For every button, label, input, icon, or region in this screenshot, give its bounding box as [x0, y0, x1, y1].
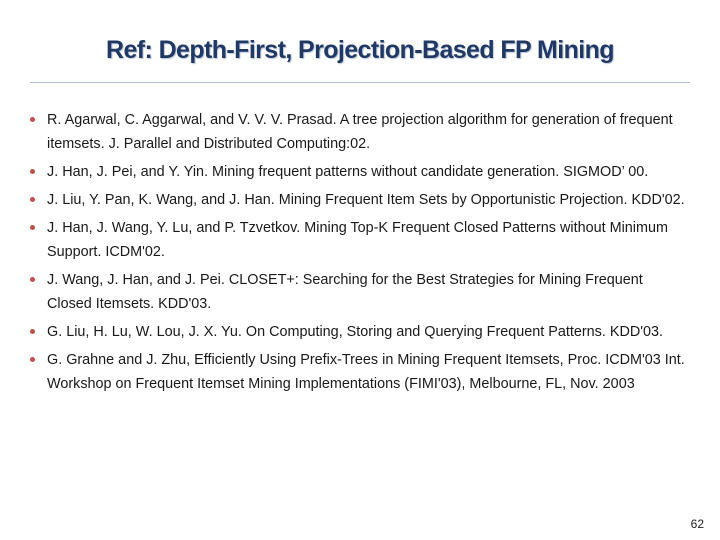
- reference-item: [28, 348, 690, 396]
- reference-item: [28, 160, 690, 184]
- bullet-icon: [30, 117, 35, 122]
- slide-title: Ref: Depth-First, Projection-Based FP Mining: [106, 36, 614, 64]
- bullet-icon: [30, 329, 35, 334]
- reference-item: [28, 216, 690, 264]
- title-divider: [30, 82, 690, 83]
- page-number: 62: [690, 517, 704, 531]
- bullet-icon: [30, 197, 35, 202]
- reference-list: [28, 108, 690, 400]
- bullet-icon: [30, 357, 35, 362]
- bullet-icon: [30, 277, 35, 282]
- bullet-icon: [30, 225, 35, 230]
- reference-text: J. Han, J. Pei, and Y. Yin. Mining frequent patterns without candidate generation. SIGMOD’ 00.: [47, 164, 649, 180]
- reference-text: R. Agarwal, C. Aggarwal, and V. V. V. Prasad. A tree projection algorithm for generation of frequent itemsets. J. Parallel and Distributed Computing:02.: [47, 112, 673, 152]
- reference-text: J. Han, J. Wang, Y. Lu, and P. Tzvetkov. Mining Top-K Frequent Closed Patterns without Minimum Support. ICDM'02.: [47, 220, 668, 260]
- reference-text: G. Liu, H. Lu, W. Lou, J. X. Yu. On Computing, Storing and Querying Frequent Patterns. KDD'03.: [47, 324, 663, 340]
- reference-text: G. Grahne and J. Zhu, Efficiently Using Prefix-Trees in Mining Frequent Itemsets, Proc. ICDM'03 Int. Workshop on Frequent Itemset Mining Implementations (FIMI'03), Melbourne, FL, Nov. 2003: [47, 352, 685, 392]
- reference-text: J. Wang, J. Han, and J. Pei. CLOSET+: Searching for the Best Strategies for Mining Frequent Closed Itemsets. KDD'03.: [47, 272, 643, 312]
- reference-item: [28, 268, 690, 316]
- reference-item: [28, 108, 690, 156]
- reference-item: [28, 320, 690, 344]
- reference-item: [28, 188, 690, 212]
- bullet-icon: [30, 169, 35, 174]
- reference-text: J. Liu, Y. Pan, K. Wang, and J. Han. Mining Frequent Item Sets by Opportunistic Projection. KDD'02.: [47, 192, 685, 208]
